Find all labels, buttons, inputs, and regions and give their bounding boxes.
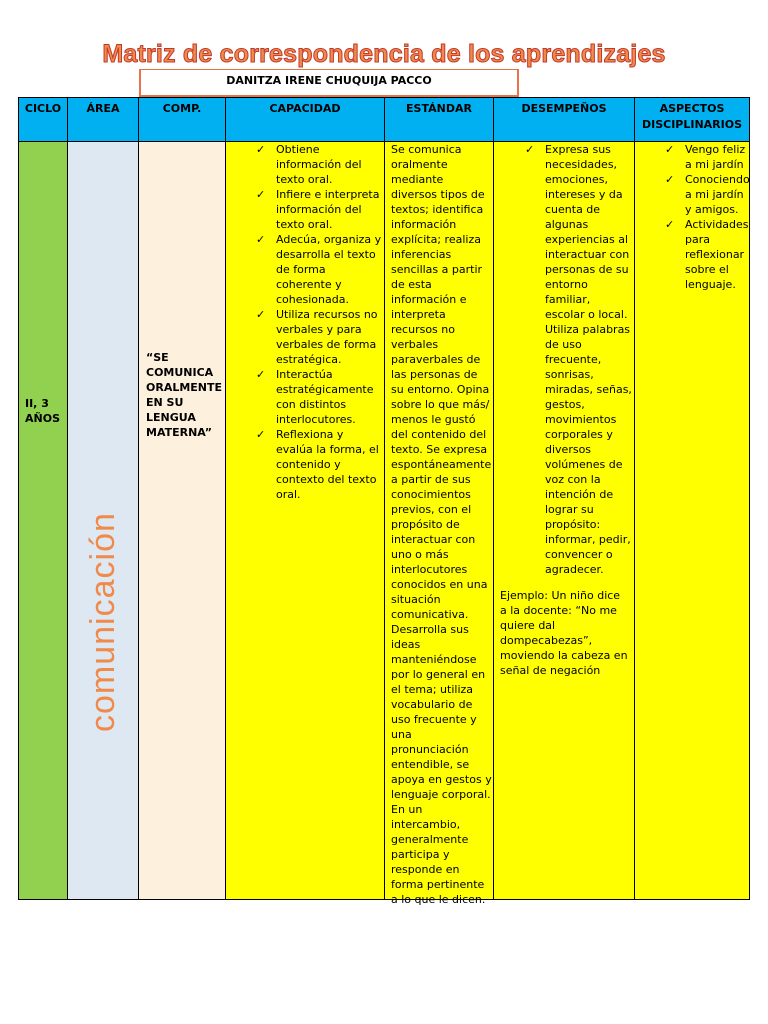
- header-aspectos-line1: ASPECTOS: [659, 102, 725, 115]
- cell-capacidad: [226, 142, 385, 899]
- header-desempenos-label: DESEMPEÑOS: [521, 102, 607, 115]
- check-icon: ✓: [256, 188, 266, 201]
- aspectos-item: [661, 142, 747, 172]
- cell-ciclo: [19, 142, 68, 899]
- aspectos-list: [661, 142, 750, 292]
- desempenos-item-text: Expresa sus necesidades, emociones, intereses y da cuenta de algunas experiencias al interactuar con personas de su entorno familiar, escolar o local. Utiliza palabras de uso frecuente, sonrisas, miradas, señas, gestos, movimientos corporales y diversos volúmenes de voz con la intención de lograr su propósito: informar, pedir, convencer o agradecer.: [545, 143, 632, 576]
- header-estandar: [385, 98, 494, 142]
- cell-aspectos: [635, 142, 749, 899]
- check-icon: ✓: [256, 428, 266, 441]
- aspectos-item: [661, 217, 747, 292]
- ciclo-value: II, 3 AÑOS: [25, 397, 60, 425]
- cell-desempenos: [494, 142, 635, 899]
- check-icon: ✓: [665, 218, 675, 231]
- header-comp: [139, 98, 226, 142]
- header-aspectos-line2: DISCIPLINARIOS: [641, 118, 743, 131]
- header-area-label: ÁREA: [86, 102, 120, 115]
- aspectos-item: [661, 172, 750, 217]
- check-icon: ✓: [256, 233, 266, 246]
- capacidad-item-text: Interactúa estratégicamente con distintos interlocutores.: [276, 368, 374, 426]
- cell-comp: [139, 142, 226, 899]
- desempenos-item: [521, 142, 633, 577]
- check-icon: ✓: [256, 308, 266, 321]
- document-title: Matriz de correspondencia de los aprendizajes: [102, 40, 666, 68]
- header-capacidad-label: CAPACIDAD: [269, 102, 341, 115]
- capacidad-item-text: Reflexiona y evalúa la forma, el contenido y contexto del texto oral.: [276, 428, 379, 501]
- check-icon: ✓: [665, 173, 675, 186]
- author-name: DANITZA IRENE CHUQUIJA PACCO: [226, 74, 432, 87]
- cell-estandar: [385, 142, 494, 906]
- aspectos-item-text: Conociendo a mi jardín y amigos.: [685, 173, 750, 216]
- aspectos-item-text: Actividades para reflexionar sobre el lenguaje.: [685, 218, 749, 291]
- capacidad-list: [252, 142, 382, 502]
- header-ciclo: [19, 98, 68, 142]
- capacidad-item: [252, 307, 382, 367]
- header-desempenos: [494, 98, 635, 142]
- capacidad-item-text: Infiere e interpreta información del texto oral.: [276, 188, 380, 231]
- capacidad-item: [252, 232, 382, 307]
- aspectos-item-text: Vengo feliz a mi jardín: [685, 143, 746, 171]
- check-icon: ✓: [525, 143, 535, 156]
- cell-area: [68, 142, 139, 899]
- capacidad-item: [252, 142, 382, 187]
- desempenos-list: [521, 142, 633, 577]
- header-comp-label: COMP.: [162, 102, 202, 115]
- capacidad-item: [252, 367, 382, 427]
- capacidad-item-text: Obtiene información del texto oral.: [276, 143, 362, 186]
- header-capacidad: [226, 98, 385, 142]
- header-estandar-label: ESTÁNDAR: [406, 102, 472, 115]
- header-area: [68, 98, 139, 142]
- check-icon: ✓: [665, 143, 675, 156]
- estandar-text: Se comunica oralmente mediante diversos tipos de textos; identifica información explícita; realiza inferencias sencillas a partir de esta información e interpreta recursos no verbales paraverbales de las personas de su entorno. Opina sobre lo que más/ menos le gustó del contenido del texto. Se expresa espontáneamente a partir de sus conocimientos previos, con el propósito de interactuar con uno o más interlocutores conocidos en una situación comunicativa. Desarrolla sus ideas manteniéndose por lo general en el tema; utiliza vocabulario de uso frecuente y una pronunciación entendible, se apoya en gestos y lenguaje corporal. En un intercambio, generalmente participa y responde en forma pertinente a lo que le dicen.: [391, 143, 492, 906]
- check-icon: ✓: [256, 368, 266, 381]
- area-vertical-label: comunicación: [84, 512, 122, 732]
- capacidad-item-text: Adecúa, organiza y desarrolla el texto de forma coherente y cohesionada.: [276, 233, 382, 306]
- comp-value: “SE COMUNICA ORALMENTE EN SU LENGUA MATERNA”: [146, 351, 223, 439]
- capacidad-item: [252, 187, 382, 232]
- correspondence-table: [18, 97, 750, 906]
- desempenos-example: Ejemplo: Un niño dice a la docente: “No me quiere dal dompecabezas”, moviendo la cabeza en señal de negación: [500, 589, 628, 677]
- capacidad-item-text: Utiliza recursos no verbales y para verbales de forma estratégica.: [276, 308, 378, 366]
- header-ciclo-label: CICLO: [24, 102, 62, 115]
- header-aspectos: [635, 98, 749, 142]
- check-icon: ✓: [256, 143, 266, 156]
- capacidad-item: [252, 427, 382, 502]
